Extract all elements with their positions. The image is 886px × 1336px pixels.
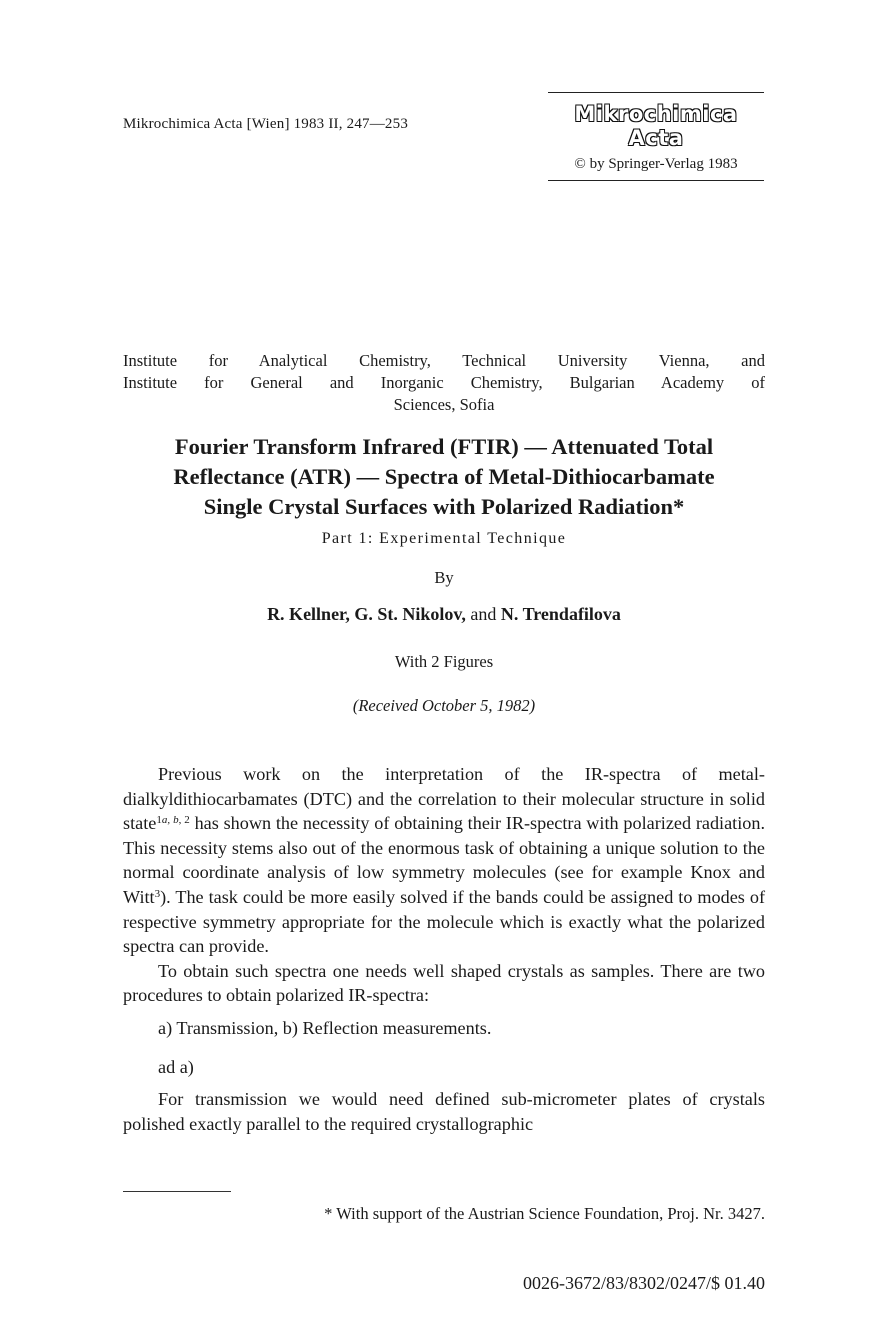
- title-line: Fourier Transform Infrared (FTIR) — Attenuated Total: [174, 434, 714, 459]
- paragraph: To obtain such spectra one needs well shaped crystals as samples. There are two procedures to obtain polarized IR-spectra:: [123, 960, 765, 1006]
- paragraph-text: has shown the necessity of obtaining their IR-spectra with polarized radiation. This necessity stems also out of the enormous task of obtaining a unique solution to the normal coordinate analysis of low symmetry molecules (see for example Knox and Witt: [123, 813, 766, 907]
- article-body: [123, 762, 765, 1136]
- author-names: N. Trendafilova: [500, 604, 621, 624]
- paragraph: For transmission we would need defined sub-micrometer plates of crystals polished exactly parallel to the required crystallographic: [123, 1089, 765, 1134]
- title-line: Single Crystal Surfaces with Polarized Radiation*: [203, 494, 685, 519]
- footnote: * With support of the Austrian Science Foundation, Proj. Nr. 3427.: [324, 1204, 765, 1223]
- paragraph: a) Transmission, b) Reflection measurements.: [158, 1017, 492, 1038]
- footnote-divider: [123, 1191, 231, 1192]
- copyright-notice: © by Springer-Verlag 1983: [574, 156, 738, 172]
- author-names: R. Kellner, G. St. Nikolov,: [267, 604, 466, 624]
- paragraph-text: Previous work on the interpretation of the IR-spectra of metal-dialkyldithiocarbamates (DTC) and the correlation to their molecular structure in solid state: [123, 764, 765, 834]
- paragraph: ad a): [158, 1056, 194, 1077]
- author-conjunction: and: [470, 604, 497, 624]
- paragraph-text: ). The task could be more easily solved if the bands could be assigned to modes of respective symmetry appropriate for the molecule which is exactly what the polarized spectra can provide.: [123, 886, 765, 957]
- paragraph: [123, 762, 765, 959]
- by-label: By: [434, 568, 454, 587]
- divider: [548, 180, 764, 181]
- affiliation-line: Institute for General and Inorganic Chemistry, Bulgarian Academy of: [123, 373, 765, 392]
- journal-logo: Mikrochimica Acta: [574, 102, 738, 150]
- affiliation: [123, 350, 765, 416]
- divider: [548, 92, 764, 93]
- citation-ref: 1a, b, 2: [156, 814, 190, 827]
- affiliation-line: Institute for Analytical Chemistry, Technical University Vienna, and: [123, 351, 765, 370]
- received-date: (Received October 5, 1982): [352, 696, 536, 715]
- citation-ref: 3: [154, 887, 161, 900]
- figure-count: With 2 Figures: [394, 652, 494, 671]
- authors: [123, 604, 765, 625]
- document-code: 0026-3672/83/8302/0247/$ 01.40: [523, 1273, 765, 1293]
- journal-citation: Mikrochimica Acta [Wien] 1983 II, 247—253: [123, 116, 409, 132]
- journal-brand: [548, 92, 764, 181]
- paper-title: [123, 432, 765, 522]
- title-line: Reflectance (ATR) — Spectra of Metal-Dithiocarbamate: [173, 464, 715, 489]
- paper-subtitle: Part 1: Experimental Technique: [321, 530, 567, 547]
- affiliation-line: Sciences, Sofia: [393, 395, 495, 414]
